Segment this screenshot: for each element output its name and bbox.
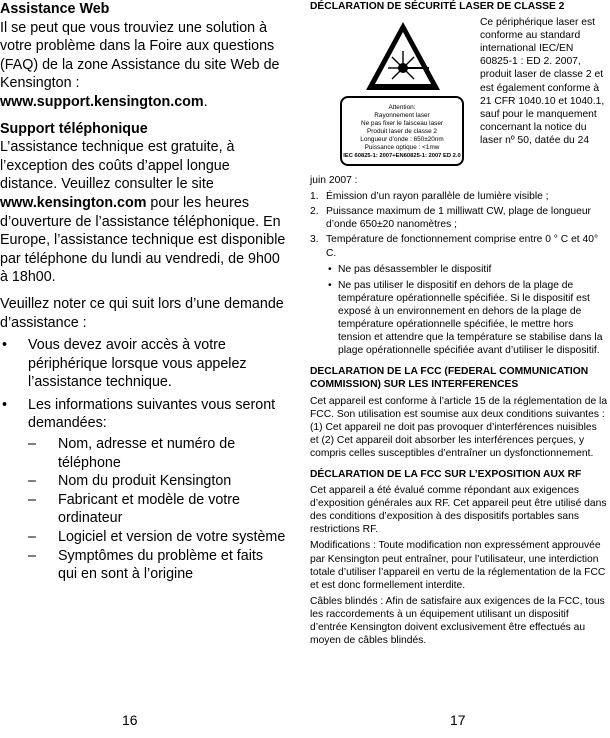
item-text: Température de fonctionnement comprise entre 0 ° C et 40° C. (326, 234, 599, 259)
fcc-section (310, 365, 608, 460)
numbered-list (310, 190, 608, 259)
dash-list (28, 435, 286, 584)
rf-text-1: Cet appareil a été évalué comme répondant aux exigences d’exposition générales aux RF. Cet appareil peut être utilisé dans des conditions d’exposition à des dispositifs portables sans restrictions RF. (310, 485, 607, 536)
phone-text-2: pour les heures d’ouverture de l’assistance téléphonique. En Europe, l’assistance technique est disponible par téléphone du lundi au vendredi, de 9h00 à 18h00. (0, 194, 286, 286)
item-text: Émission d’un rayon parallèle de lumière visible ; (326, 191, 549, 203)
dash-text: Nom, adresse et numéro de téléphone (58, 436, 236, 471)
rf-heading: DÉCLARATION DE LA FCC SUR L’EXPOSITION AUX RF (310, 468, 582, 480)
item-number: 1. (310, 191, 319, 203)
list-item: – Fabricant et modèle de votre ordinateur (28, 491, 240, 527)
bullet-icon: • (2, 396, 8, 413)
rf-section (310, 468, 608, 647)
phone-heading: Support téléphonique (0, 120, 148, 137)
laser-warning-figure (334, 18, 472, 170)
sub-bullet-text: Ne pas désassembler le dispositif (338, 263, 492, 275)
note-text: Veuillez noter ce qui suit lors d’une demande d’assistance : (0, 295, 284, 331)
bullet-list (0, 336, 286, 433)
laser-warning-icon (334, 18, 472, 96)
label-line: Rayonnement laser (374, 112, 430, 120)
label-line: Produit laser de classe 2 (367, 128, 437, 136)
label-line: Ne pas fixer le faisceau laser (360, 120, 444, 128)
list-item: – Symptômes du problème et faits qui en sont à l’origine (28, 547, 264, 583)
item-text: Puissance maximum de 1 milliwatt CW, plage de longueur d’onde 650±20 nanomètres ; (326, 206, 591, 231)
web-heading: Assistance Web (0, 1, 110, 17)
list-item (310, 279, 608, 358)
phone-text-1: L’assistance technique est gratuite, à l’exception des coûts d’appel longue distance. Veuillez consulter le site (0, 139, 235, 193)
laser-heading: DÉCLARATION DE SÉCURITÉ LASER DE CLASSE 2 (310, 1, 565, 12)
bullet-text: Vous devez avoir accès à votre périphérique lorsque vous appelez l’assistance technique. (28, 337, 247, 391)
page-number-left: 16 (122, 712, 138, 728)
rf-text-2: Modifications : Toute modification non expressément approuvée par Kensington peut entraîner, pour l’utilisateur, une interdiction totale d’utiliser l’appareil en vertu de la réglementation de la FCC et est donc formellement interdite. (310, 540, 606, 591)
phone-paragraph (0, 138, 286, 287)
list-item (310, 205, 608, 231)
list-item (0, 336, 286, 392)
label-line: Puissance optique : <1mw (364, 144, 440, 152)
list-item: – Logiciel et version de votre système (28, 529, 286, 546)
list-item (0, 396, 286, 433)
web-paragraph: Il se peut que vous trouviez une solution à votre problème dans la Foire aux questions (FAQ) de la zone Assistance du site Web de Kensington : www.support.kensington.com. (0, 19, 280, 110)
list-item (310, 263, 608, 276)
label-line: Attention: (388, 104, 416, 112)
support-url[interactable]: www.support.kensington.com (0, 93, 204, 110)
sub-bullet-list (310, 263, 608, 358)
bullet-icon: • (328, 279, 332, 291)
web-text: Il se peut que vous trouviez une solution à votre problème dans la Foire aux questions (FAQ) de la zone Assistance du site Web de Kensington : (0, 19, 280, 92)
list-item (310, 233, 608, 259)
dash-text: Nom du produit Kensington (58, 473, 232, 490)
bullet-icon: • (2, 337, 8, 354)
kensington-url[interactable]: www.kensington.com (0, 194, 147, 211)
list-item (310, 190, 608, 203)
laser-side-text: Ce périphérique laser est conforme au standard international IEC/EN 60825-1 : ED 2. 2007, produit laser de classe 2 et est également conforme à 21 CFR 1040.10 et 1040.1, sauf pour le manquement concernant la notice du laser nº 50, datée du 24 (480, 17, 605, 146)
dash-text: Logiciel et version de votre système (58, 529, 286, 546)
sub-bullet-text: Ne pas utiliser le dispositif en dehors de la plage de température opérationnelle spécifiée. Si le dispositif est exposé à un environnement en dehors de la plage de température opérationnelle spécifiée, le mettre hors tension et attendre que la température se stabilise dans la plage opérationnelle spécifiée avant d’utiliser le dispositif. (338, 279, 603, 357)
list-item: – Nom du produit Kensington (28, 473, 232, 490)
fcc-heading: DECLARATION DE LA FCC (FEDERAL COMMUNICATION COMMISSION) SUR LES INTERFERENCES (310, 366, 589, 391)
laser-label (340, 96, 464, 166)
dash-text: Fabricant et modèle de votre ordinateur (58, 491, 240, 527)
list-item: – Nom, adresse et numéro de téléphone (28, 436, 236, 471)
item-number: 2. (310, 206, 319, 218)
item-number: 3. (310, 234, 319, 246)
fcc-text: Cet appareil est conforme à l’article 15 de la réglementation de la FCC. Son utilisation est soumise aux deux conditions suivantes : (1) Cet appareil ne doit pas provoquer d’interférences nuisibles et (2) Cet appareil doit absorber les interférences perçues, y compris celles susceptibles d’entraîner un dysfonctionnement. (310, 395, 608, 459)
laser-block (310, 16, 608, 174)
label-line: IEC 60825-1: 2007+EN60825-1: 2007 ED 2.0 (343, 153, 461, 160)
dash-text: Symptômes du problème et faits qui en sont à l’origine (58, 547, 264, 583)
left-page (0, 0, 286, 584)
bullet-text: Les informations suivantes vous seront demandées: (28, 396, 276, 432)
page-number-right: 17 (450, 712, 466, 728)
rf-text-3: Câbles blindés : Afin de satisfaire aux exigences de la FCC, tous les raccordements à un équipement utilisant un dispositif d’entrée Kensington doivent exclusivement être effectués au moyen de câbles blindés. (310, 595, 605, 647)
laser-after-text: juin 2007 : (310, 175, 358, 187)
right-page (310, 0, 608, 647)
label-line: Longueur d’onde : 650±20nm (360, 136, 444, 144)
bullet-icon: • (328, 263, 332, 275)
